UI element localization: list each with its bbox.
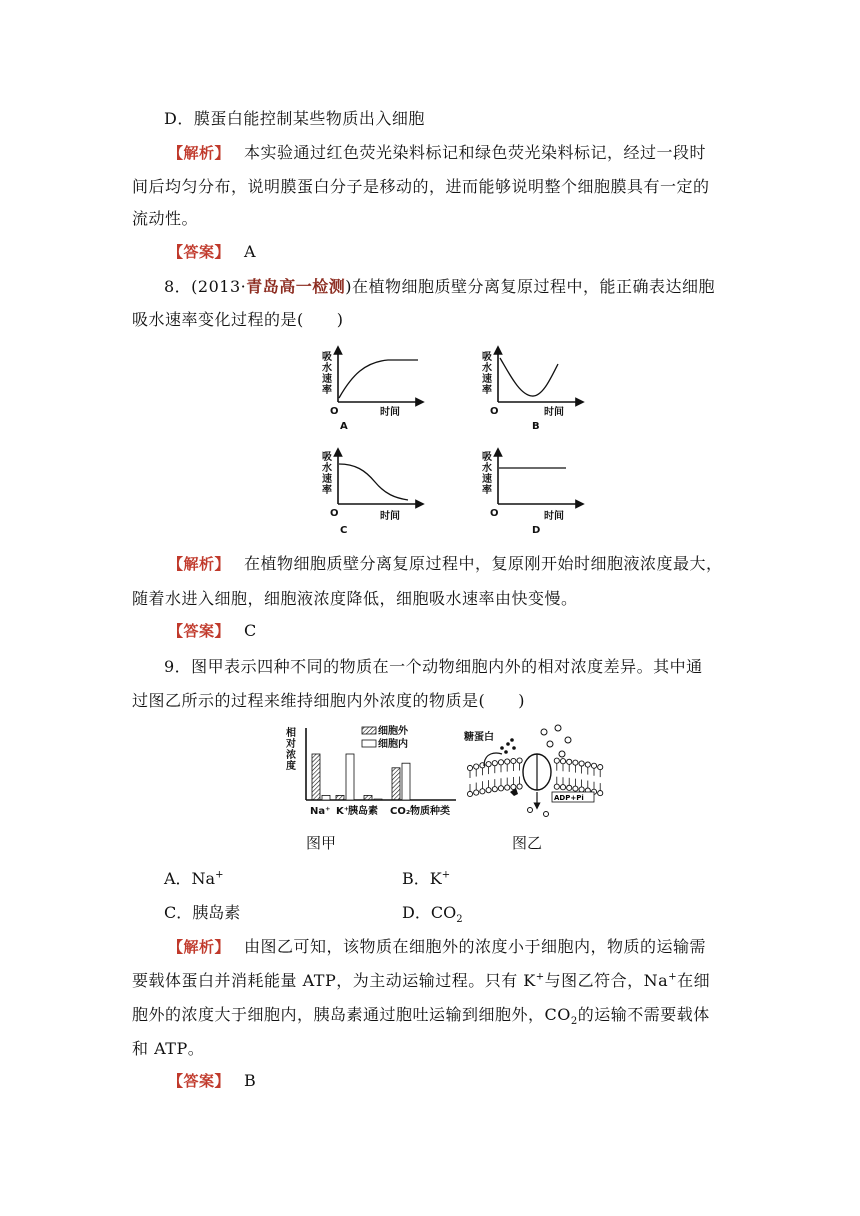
analysis-tag: 【解析】 bbox=[168, 938, 231, 956]
analysis-text: 在植物细胞质壁分离复原过程中，复原刚开始时细胞液浓度最大， bbox=[244, 554, 723, 573]
q7-analysis-line3: 流动性。 bbox=[132, 209, 199, 228]
q9-figure-b-diagram bbox=[462, 722, 612, 822]
ylabel-c: 吸 水 速 率 bbox=[322, 452, 332, 496]
q7-answer bbox=[168, 241, 256, 262]
q9-analysis-line1 bbox=[168, 934, 706, 957]
q7-option-d: D．膜蛋白能控制某些物质出入细胞 bbox=[164, 109, 425, 128]
fig-b-caption: 图乙 bbox=[512, 834, 543, 852]
bar-inside-0 bbox=[322, 795, 330, 800]
fig-a-bars bbox=[312, 754, 410, 800]
category-insulin: 胰岛素 bbox=[348, 806, 378, 817]
ylabel-b: 吸 水 速 率 bbox=[482, 352, 492, 396]
bar-inside-2 bbox=[374, 799, 382, 800]
molecules-outside bbox=[541, 725, 571, 757]
graph-letter-c: C bbox=[340, 525, 348, 536]
q8-answer bbox=[168, 620, 257, 641]
bar-inside-1 bbox=[346, 754, 354, 800]
bar-outside-3 bbox=[392, 768, 400, 800]
graph-letter-d: D bbox=[532, 525, 541, 536]
category-na: Na⁺ bbox=[310, 806, 331, 817]
q9-stem-line2: 过图乙所示的过程来维持细胞内外浓度的物质是( ) bbox=[132, 691, 525, 710]
glycoprotein-label: 糖蛋白 bbox=[464, 732, 494, 743]
q8-stem-text: )在植物细胞质壁分离复原过程中，能正确表达细胞 bbox=[345, 277, 715, 296]
graph-c bbox=[322, 450, 420, 536]
answer-value: A bbox=[244, 242, 257, 261]
adp-pi-label: ADP+Pi bbox=[554, 794, 584, 802]
category-k: K⁺ bbox=[336, 806, 350, 817]
q9-option-a: A．Na+ bbox=[164, 869, 224, 888]
xlabel-c: 时间 bbox=[380, 511, 400, 522]
graph-letter-a: A bbox=[340, 421, 348, 432]
q8-stem-line2: 吸水速率变化过程的是( ) bbox=[132, 310, 344, 329]
q8-analysis-line2: 随着水进入细胞，细胞液浓度降低，细胞吸水速率由快变慢。 bbox=[132, 589, 578, 608]
analysis-tag: 【解析】 bbox=[168, 144, 231, 162]
origin-b: O bbox=[490, 406, 499, 417]
xlabel-d: 时间 bbox=[544, 511, 564, 522]
answer-tag: 【答案】 bbox=[168, 243, 231, 261]
q8-graphs bbox=[310, 340, 610, 540]
legend-swatch-inside bbox=[362, 740, 376, 747]
ylabel-a: 吸 水 速 率 bbox=[322, 352, 332, 396]
bar-inside-3 bbox=[402, 763, 410, 800]
analysis-tag: 【解析】 bbox=[168, 555, 231, 573]
answer-value: B bbox=[244, 1071, 257, 1090]
bar-outside-0 bbox=[312, 754, 320, 800]
xlabel-a: 时间 bbox=[380, 407, 400, 418]
q9-option-c: C．胰岛素 bbox=[164, 903, 241, 922]
q9-figure-a-chart bbox=[280, 722, 460, 822]
legend-swatch-outside bbox=[362, 727, 376, 734]
q9-analysis-line3: 胞外的浓度大于细胞内，胰岛素通过胞吐运输到细胞外，$CO_2$的运输不需要载体 bbox=[132, 1005, 710, 1028]
xlabel-b: 时间 bbox=[544, 407, 564, 418]
q7-analysis-line1 bbox=[168, 140, 706, 163]
answer-tag: 【答案】 bbox=[168, 1072, 231, 1090]
analysis-text: 由图乙可知，该物质在细胞外的浓度小于细胞内，物质的运输需 bbox=[244, 937, 707, 956]
graph-letter-b: B bbox=[532, 421, 540, 432]
q8-source: 青岛高一检测 bbox=[246, 277, 346, 296]
origin-d: O bbox=[490, 508, 499, 519]
legend-inside: 细胞内 bbox=[378, 739, 408, 750]
ylabel-d: 吸 水 速 率 bbox=[482, 452, 492, 496]
legend-outside: 细胞外 bbox=[378, 726, 408, 737]
q9-stem-line1: 9．图甲表示四种不同的物质在一个动物细胞内外的相对浓度差异。其中通 bbox=[164, 657, 703, 676]
glycoprotein-dots bbox=[500, 738, 516, 754]
q9-option-d: D．$CO_2$ bbox=[402, 903, 463, 926]
graph-b bbox=[482, 350, 580, 432]
origin-a: O bbox=[330, 406, 339, 417]
bar-outside-1 bbox=[336, 795, 344, 800]
answer-tag: 【答案】 bbox=[168, 622, 231, 640]
q7-analysis-line2: 间后均匀分布，说明膜蛋白分子是移动的，进而能够说明整个细胞膜具有一定的 bbox=[132, 177, 710, 196]
q8-stem-line1 bbox=[164, 274, 715, 297]
graph-a bbox=[322, 350, 420, 432]
q9-analysis-line2: 要载体蛋白并消耗能量 ATP，为主动运输过程。只有 K+与图乙符合，Na+在细 bbox=[132, 971, 711, 990]
q8-number: 8．(2013· bbox=[164, 277, 247, 296]
q8-analysis-line1 bbox=[168, 551, 723, 574]
origin-c: O bbox=[330, 508, 339, 519]
bar-outside-2 bbox=[364, 795, 372, 800]
graph-d bbox=[482, 450, 580, 536]
q9-answer bbox=[168, 1070, 256, 1091]
analysis-text: 本实验通过红色荧光染料标记和绿色荧光染料标记，经过一段时 bbox=[244, 143, 707, 162]
fig-a-ylabel: 相 对 浓 度 bbox=[286, 728, 296, 772]
q9-option-b: B．K+ bbox=[402, 869, 451, 888]
answer-value: C bbox=[244, 621, 257, 640]
q9-analysis-line4: 和 ATP。 bbox=[132, 1039, 205, 1058]
fig-a-caption: 图甲 bbox=[306, 834, 337, 852]
fig-a-xlabel: 物质种类 bbox=[410, 806, 450, 817]
category-co2: CO₂ bbox=[390, 806, 411, 817]
